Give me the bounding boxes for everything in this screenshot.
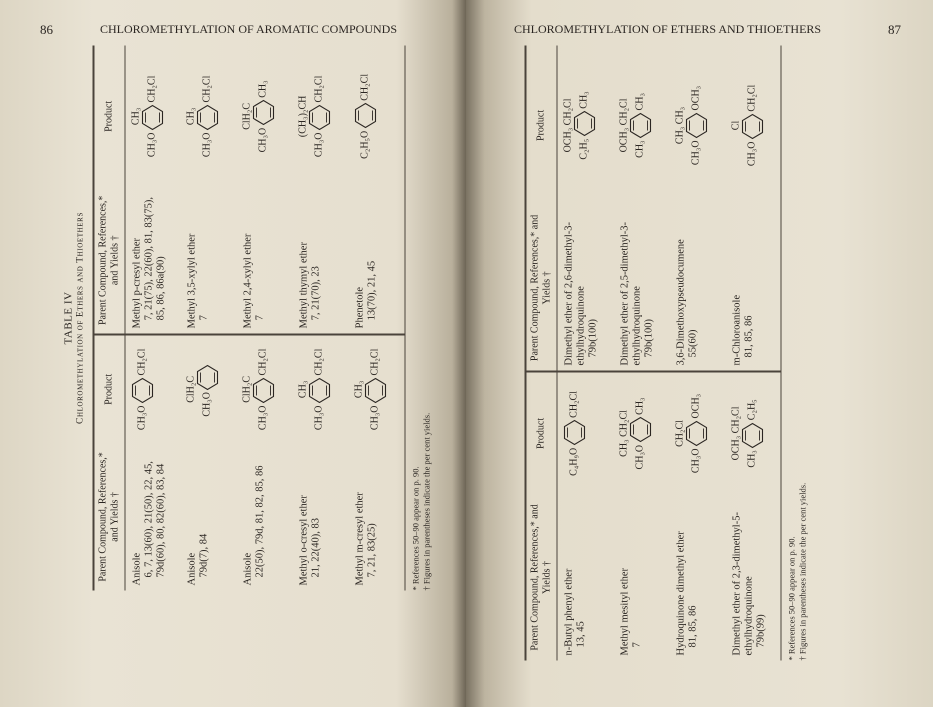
product-structure bbox=[299, 340, 331, 438]
col-header-parent: Parent Compound, References,* and Yields † bbox=[93, 187, 125, 334]
parent-compound: Methyl mesityl ether bbox=[619, 568, 630, 656]
running-head: CHLOROMETHYLATION OF AROMATIC COMPOUNDS bbox=[100, 22, 398, 36]
product-structure bbox=[243, 51, 275, 183]
substituent-top: (CH₃)₂CH bbox=[297, 95, 309, 138]
product-structure bbox=[187, 51, 219, 183]
references: 21, 22(40), 83 bbox=[310, 518, 322, 578]
references: 7 bbox=[254, 315, 266, 321]
substituent-right: CH₂Cl bbox=[746, 84, 757, 112]
benzene-ring-icon bbox=[253, 377, 275, 403]
col-header-parent: Parent Compound, References,* and Yields † bbox=[93, 443, 125, 590]
references: 13, 45 bbox=[575, 621, 587, 648]
substituent-top: OCH₃ CH₂Cl bbox=[562, 98, 574, 153]
product-structure bbox=[131, 51, 163, 183]
col-header-product: Product bbox=[93, 46, 125, 188]
references: 7 bbox=[198, 315, 210, 321]
substituent-top: ClH₂C bbox=[241, 102, 253, 130]
table-title: TABLE IV bbox=[62, 291, 75, 345]
col-header-parent: Parent Compound, References,* and Yields † bbox=[526, 205, 558, 371]
product-structure bbox=[187, 340, 219, 438]
substituent-left: CH₃O bbox=[313, 405, 325, 431]
references: 55(60) bbox=[687, 329, 699, 358]
footnotes bbox=[410, 46, 432, 591]
substituent-left: CH₃O bbox=[146, 132, 158, 158]
benzene-ring-icon bbox=[309, 377, 331, 403]
benzene-ring-icon bbox=[574, 111, 596, 137]
substituent-top: OCH₃ CH₂Cl bbox=[730, 406, 741, 461]
table-row bbox=[613, 46, 669, 661]
substituent-left: CH₃ bbox=[634, 140, 645, 158]
substituent-top: ClH₂C bbox=[185, 375, 197, 403]
benzene-ring-icon bbox=[629, 112, 651, 138]
substituent-left: CH₃O bbox=[746, 141, 757, 167]
substituent-top: CH₃ bbox=[185, 107, 197, 126]
substituent-top: CH₃ bbox=[297, 380, 309, 399]
product-structure bbox=[131, 340, 153, 438]
substituent-right: CH₃ bbox=[634, 93, 645, 111]
table-subtitle: Chloromethylation of Ethers and Thioethers bbox=[75, 212, 86, 424]
substituent-right: C₂H₅ bbox=[746, 399, 757, 421]
substituent-right: CH₂Cl bbox=[313, 75, 325, 103]
references: 7, 21(70), 23 bbox=[310, 266, 322, 321]
parent-compound: Phenetole bbox=[354, 286, 366, 329]
substituent-right: CH₂Cl bbox=[313, 348, 325, 376]
references: 79b(100) bbox=[587, 318, 599, 358]
footnote: † Figures in parentheses indicate the per cent yields. bbox=[421, 412, 432, 591]
col-header-product: Product bbox=[93, 334, 125, 443]
col-header-product: Product bbox=[526, 371, 558, 494]
references: 79b(100) bbox=[643, 318, 655, 358]
parent-compound: Methyl 2,4-xylyl ether bbox=[242, 233, 254, 329]
substituent-right: CH₂Cl bbox=[201, 75, 213, 103]
benzene-ring-icon bbox=[365, 377, 387, 403]
references: 79b(99) bbox=[755, 614, 767, 648]
benzene-ring-icon bbox=[197, 364, 219, 390]
references: 6, 7, 13(60), 21(50), 22, 45, 79d(60), 80, 82(60), 83, 84 bbox=[143, 461, 167, 578]
references: 13(70), 21, 45 bbox=[366, 260, 378, 321]
table-row bbox=[725, 46, 781, 661]
substituent-right: CH₂Cl bbox=[369, 348, 381, 376]
substituent-left: CH₃O bbox=[201, 132, 213, 158]
substituent-top: CH₃ CH₃ bbox=[674, 106, 685, 145]
substituent-right: CH₃ bbox=[257, 80, 269, 98]
substituent-left: CH₃ bbox=[746, 450, 757, 468]
substituent-top: OCH₃ CH₂Cl bbox=[618, 98, 629, 153]
col-header-product: Product bbox=[526, 46, 558, 206]
col-header-parent: Parent Compound, References,* and Yields † bbox=[526, 494, 558, 660]
parent-compound: Methyl m-cresyl ether bbox=[354, 492, 366, 586]
substituent-top: ClH₂C bbox=[241, 375, 253, 403]
parent-compound: Anisole bbox=[186, 552, 198, 586]
footnotes bbox=[787, 46, 809, 661]
benzene-ring-icon bbox=[741, 114, 763, 140]
substituent-right: CH₂Cl bbox=[146, 75, 158, 103]
parent-compound: Dimethyl ether of 2,3-dimethyl-5-ethylhydroquinone bbox=[731, 512, 755, 656]
substituent-top: CH₂Cl bbox=[674, 420, 685, 447]
data-table bbox=[525, 46, 782, 661]
benzene-ring-icon bbox=[141, 104, 163, 130]
table-row bbox=[293, 46, 349, 591]
table-iv bbox=[63, 46, 443, 591]
right-page bbox=[466, 0, 933, 707]
product-structure bbox=[355, 51, 377, 183]
parent-compound: n-Butyl phenyl ether bbox=[563, 568, 575, 656]
references: 7, 21, 83(25) bbox=[366, 523, 378, 578]
substituent-left: CH₃O bbox=[257, 405, 269, 431]
substituent-left: C₂H₅ bbox=[578, 138, 590, 160]
benzene-ring-icon bbox=[741, 422, 763, 448]
references: 7, 21(75), 22(60), 81, 83(75), 85, 86, 86a(90) bbox=[143, 197, 167, 321]
footnote: * References 50–90 appear on p. 90. bbox=[410, 466, 421, 591]
benzene-ring-icon bbox=[629, 417, 651, 443]
parent-compound: m-Chloroanisole bbox=[731, 294, 742, 366]
references: 81, 85, 86 bbox=[743, 315, 755, 358]
parent-compound: Hydroquinone dimethyl ether bbox=[675, 531, 686, 656]
substituent-top: CH₃ bbox=[353, 380, 365, 399]
substituent-right: OCH₃ bbox=[690, 393, 701, 419]
substituent-right: CH₃ bbox=[634, 397, 645, 415]
parent-compound: Methyl 3,5-xylyl ether bbox=[186, 233, 198, 329]
data-table bbox=[92, 46, 405, 591]
references: 79d(7), 84 bbox=[198, 533, 210, 578]
table-row bbox=[125, 46, 181, 591]
substituent-left: CH₃O bbox=[690, 448, 701, 474]
parent-compound: Anisole bbox=[131, 552, 143, 586]
table-row bbox=[237, 46, 293, 591]
product-structure bbox=[731, 51, 763, 201]
product-structure bbox=[731, 377, 763, 489]
product-structure bbox=[564, 377, 586, 489]
substituent-left: CH₃O bbox=[369, 405, 381, 431]
substituent-left: CH₃O bbox=[257, 127, 269, 153]
substituent-top: CH₃ CH₂Cl bbox=[618, 410, 629, 457]
substituent-left: CH₃O bbox=[690, 140, 701, 166]
substituent-top: Cl bbox=[730, 120, 741, 131]
references: 7 bbox=[631, 642, 643, 648]
footnote: * References 50–90 appear on p. 90. bbox=[786, 536, 797, 661]
benzene-ring-icon bbox=[253, 100, 275, 126]
footnote: † Figures in parentheses indicate the per cent yields. bbox=[797, 482, 808, 661]
product-structure bbox=[675, 51, 707, 201]
substituent-right: CH₂Cl bbox=[257, 348, 269, 376]
substituent-left: CH₃O bbox=[201, 392, 213, 417]
substituent-left: C₄H₉O bbox=[568, 447, 580, 476]
benzene-ring-icon bbox=[564, 420, 586, 446]
product-structure bbox=[299, 51, 331, 183]
substituent-right: OCH₃ bbox=[690, 85, 701, 111]
table-row bbox=[349, 46, 405, 591]
table-row bbox=[669, 46, 725, 661]
substituent-right: CH₂Cl bbox=[568, 391, 580, 418]
substituent-right: CH₃ bbox=[578, 91, 590, 109]
left-page bbox=[0, 0, 466, 707]
table-iv-continued bbox=[501, 46, 871, 661]
parent-compound: 3,6-Dimethoxypseudocumene bbox=[675, 239, 686, 366]
product-structure bbox=[619, 51, 651, 201]
parent-compound: Anisole bbox=[242, 552, 254, 586]
parent-compound: Dimethyl ether of 2,6-dimethyl-3-ethylhydroquinone bbox=[563, 221, 587, 366]
benzene-ring-icon bbox=[197, 104, 219, 130]
page-number: 87 bbox=[888, 22, 901, 37]
benzene-ring-icon bbox=[685, 112, 707, 138]
parent-compound: Dimethyl ether of 2,5-dimethyl-3-ethylhydroquinone bbox=[619, 221, 643, 366]
parent-compound: Methyl p-cresyl ether bbox=[131, 237, 143, 329]
product-structure bbox=[243, 340, 275, 438]
substituent-right: CH₂Cl bbox=[359, 73, 371, 101]
product-structure bbox=[619, 377, 651, 489]
product-structure bbox=[564, 51, 596, 201]
substituent-left: C₂H₅O bbox=[359, 130, 371, 159]
product-structure bbox=[675, 377, 707, 489]
references: 81, 85, 86 bbox=[687, 605, 699, 648]
parent-compound: Methyl thymyl ether bbox=[298, 242, 310, 329]
benzene-ring-icon bbox=[309, 104, 331, 130]
benzene-ring-icon bbox=[685, 420, 707, 446]
running-head: CHLOROMETHYLATION OF ETHERS AND THIOETHERS bbox=[514, 22, 822, 36]
table-row bbox=[181, 46, 237, 591]
product-structure bbox=[355, 340, 387, 438]
page-number: 86 bbox=[40, 22, 53, 37]
substituent-top: CH₃ bbox=[130, 107, 142, 126]
substituent-left: CH₃O bbox=[313, 132, 325, 158]
benzene-ring-icon bbox=[131, 377, 153, 403]
substituent-left: CH₃O bbox=[634, 444, 645, 470]
benzene-ring-icon bbox=[355, 103, 377, 129]
references: 22(50), 79d, 81, 82, 85, 86 bbox=[254, 465, 266, 578]
substituent-left: CH₃O bbox=[136, 405, 148, 431]
table-row bbox=[557, 46, 613, 661]
substituent-right: CH₂Cl bbox=[136, 348, 148, 376]
parent-compound: Methyl o-cresyl ether bbox=[298, 495, 310, 586]
